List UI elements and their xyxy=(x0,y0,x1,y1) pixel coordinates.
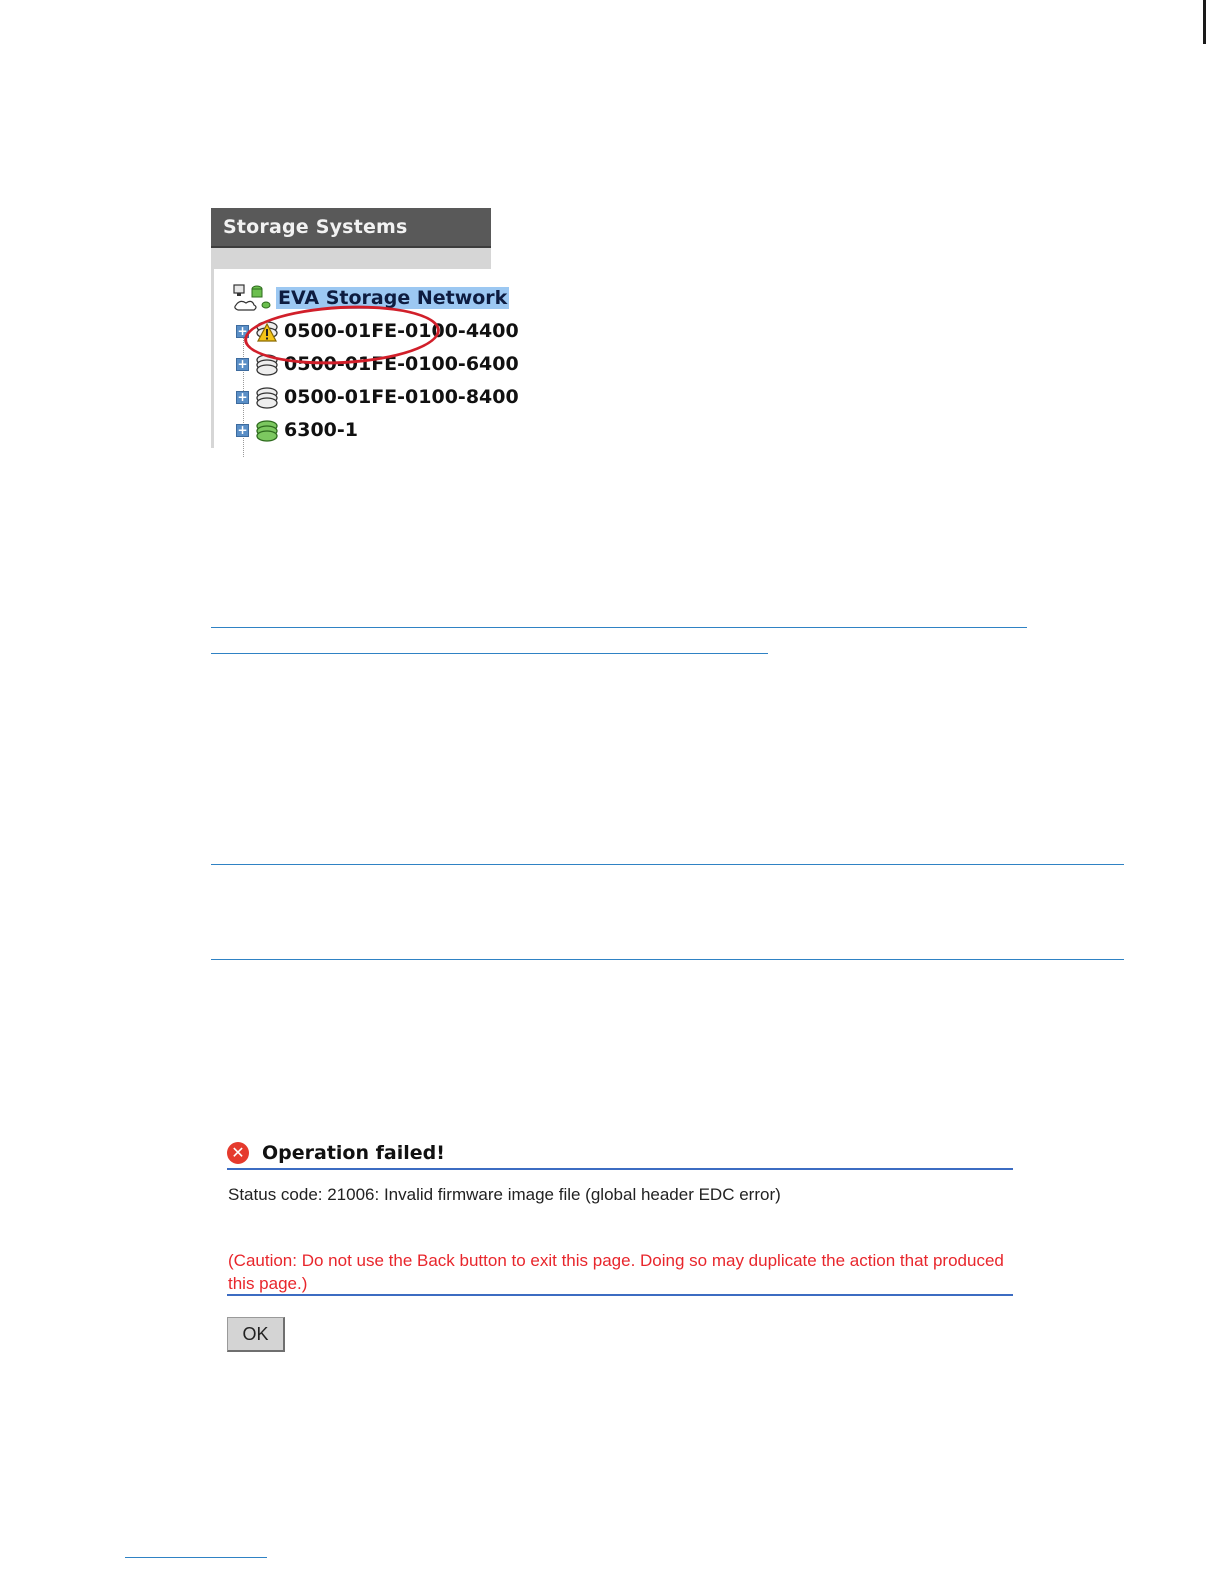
caution-message: (Caution: Do not use the Back button to exit this page. Doing so may duplicate the action that produced this page.) xyxy=(228,1251,1004,1293)
storage-system-icon xyxy=(254,385,280,409)
panel-header: Storage Systems xyxy=(211,208,491,248)
error-icon: ✕ xyxy=(227,1142,249,1164)
network-icon xyxy=(232,283,276,313)
tree-item-label: 0500-01FE-0100-6400 xyxy=(284,353,519,375)
panel-toolbar xyxy=(211,248,491,269)
dialog-title-underline xyxy=(227,1168,1013,1170)
dialog-bottom-line xyxy=(227,1294,1013,1296)
divider-rule xyxy=(211,653,768,654)
ok-button[interactable]: OK xyxy=(227,1317,285,1352)
tree-root-label: EVA Storage Network xyxy=(278,287,508,309)
divider-rule xyxy=(211,959,1124,960)
expand-icon[interactable]: + xyxy=(237,422,248,437)
dialog-title-row xyxy=(227,1142,445,1164)
tree-item-label: 0500-01FE-0100-4400 xyxy=(284,320,519,342)
divider-rule xyxy=(211,864,1124,865)
status-message: Status code: 21006: Invalid firmware image file (global header EDC error) xyxy=(228,1185,781,1204)
tree-item[interactable] xyxy=(236,382,519,412)
tree-item-label: 0500-01FE-0100-8400 xyxy=(284,386,519,408)
tree-item[interactable] xyxy=(236,415,358,445)
footer-rule xyxy=(125,1557,267,1558)
expand-icon[interactable]: + xyxy=(237,356,248,371)
tree-item-label: 6300-1 xyxy=(284,419,358,441)
expand-icon[interactable]: + xyxy=(237,389,248,404)
storage-system-green-icon xyxy=(254,418,280,442)
dialog-title: Operation failed! xyxy=(262,1142,445,1164)
expand-icon[interactable]: + xyxy=(237,323,248,338)
divider-rule xyxy=(211,627,1027,628)
page-edge-bar xyxy=(1203,0,1206,44)
